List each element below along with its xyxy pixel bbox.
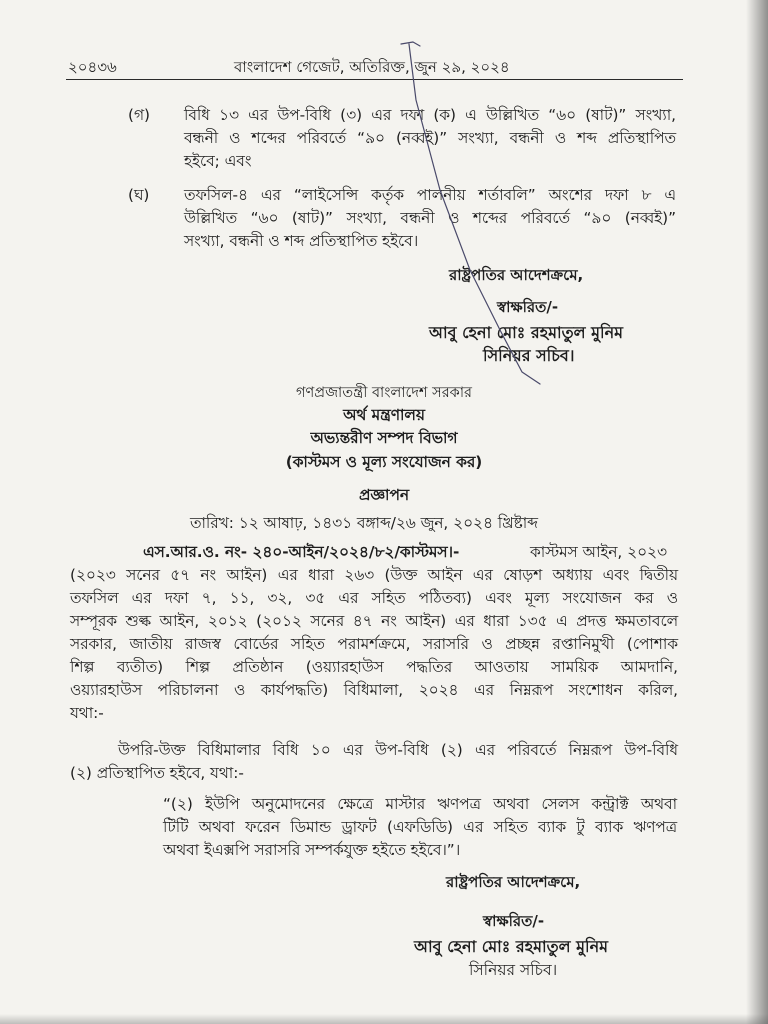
division-name: অভ্যন্তরীণ সম্পদ বিভাগ (310, 429, 458, 447)
quote-line-1: “(২) ইউপি অনুমোদনের ক্ষেত্রে মাস্টার ঋণপত্র অথবা সেলস কন্ট্রাক্ট অথবা (163, 795, 677, 813)
sro-line-7: ওয়্যারহাউস পরিচালনা ও কার্যপদ্ধতি) বিধিমালা, ২০২৪ এর নিম্নরূপ সংশোধন করিল, (70, 681, 678, 699)
scan-bottom-shadow (0, 1014, 768, 1024)
signature1-name: আবু হেনা মোঃ রহমাতুল মুনিম (429, 323, 624, 342)
sro-line-1-rest: কাস্টমস আইন, ২০২৩ (530, 543, 667, 561)
page-number: ২০৪৩৬ (68, 58, 117, 76)
signature2-signed: স্বাক্ষরিত/- (483, 912, 545, 930)
quote-line-3: অথবা ইএক্সপি সরাসরি সম্পর্কযুক্ত হইতে হইবে।”। (163, 841, 461, 859)
sro-line-4: সম্পূরক শুল্ক আইন, ২০১২ (২০১২ সনের ৪৭ নং আইন) এর ধারা ১৩৫ এ প্রদত্ত ক্ষমতাবলে (70, 612, 678, 630)
government-name: গণপ্রজাতন্ত্রী বাংলাদেশ সরকার (295, 385, 472, 401)
gazette-title: বাংলাদেশ গেজেট, অতিরিক্ত, জুন ২৯, ২০২৪ (234, 58, 510, 76)
item-ga-line-1: বিধি ১৩ এর উপ-বিধি (৩) এর দফা (ক) এ উল্লিখিত “৬০ (ষাট)” সংখ্যা, (184, 106, 676, 124)
ministry-name: অর্থ মন্ত্রণালয় (343, 406, 425, 424)
item-ga-line-3: হইবে; এবং (184, 152, 252, 170)
sro-line-3: তফসিল এর দফা ৭, ১১, ৩২, ৩৫ এর সহিত পঠিতব্য) এবং মূল্য সংযোজন কর ও (70, 589, 678, 607)
item-ga-line-2: বন্ধনী ও শব্দের পরিবর্তে “৯০ (নব্বই)” সংখ্যা, বন্ধনী ও শব্দ প্রতিস্থাপিত (184, 129, 676, 147)
header-divider (66, 79, 683, 80)
item-gha-line-1: তফসিল-৪ এর “লাইসেন্সি কর্তৃক পালনীয় শর্তাবলি” অংশের দফা ৮ এ (184, 186, 676, 204)
quote-line-2: টিটি অথবা ফরেন ডিমান্ড ড্রাফট (এফডিডি) এর সহিত ব্যাক টু ব্যাক ঋণপত্র (163, 818, 677, 836)
item-marker-gha: (ঘ) (128, 186, 150, 204)
sro-line-2: (২০২৩ সনের ৫৭ নং আইন) এর ধারা ২৬৩ (উক্ত আইন এর ষোড়শ অধ্যায় এবং দ্বিতীয় (70, 566, 678, 584)
signature1-signed: স্বাক্ষরিত/- (497, 298, 559, 316)
sro-line-8: যথা:- (70, 704, 104, 722)
signature1-order: রাষ্ট্রপতির আদেশক্রমে, (449, 266, 584, 284)
item-gha-line-2: উল্লিখিত “৬০ (ষাট)” সংখ্যা, বন্ধনী ও শব্দের পরিবর্তে “৯০ (নব্বই)” (184, 209, 676, 227)
wing-name: (কাস্টমস ও মূল্য সংযোজন কর) (285, 453, 483, 471)
sro-line-6: শিল্প ব্যতীত) শিল্প প্রতিষ্ঠান (ওয়্যারহাউস পদ্ধতির আওতায় সাময়িক আমদানি, (70, 658, 678, 676)
signature2-name: আবু হেনা মোঃ রহমাতুল মুনিম (414, 937, 609, 956)
item-marker-ga: (গ) (128, 106, 150, 124)
signature2-order: রাষ্ট্রপতির আদেশক্রমে, (446, 873, 581, 891)
notice-date: তারিখ: ১২ আষাঢ়, ১৪৩১ বঙ্গাব্দ/২৬ জুন, ২০২৪ খ্রিষ্টাব্দ (190, 514, 538, 532)
sro-reference: এস.আর.ও. নং- ২৪০-আইন/২০২৪/৮২/কাস্টমস।- (143, 543, 460, 561)
sro-line-5: সরকার, জাতীয় রাজস্ব বোর্ডের সহিত পরামর্শক্রমে, সরাসরি ও প্রচ্ছন্ন রপ্তানিমুখী (পোশাক (70, 635, 678, 653)
scan-edge-shadow (746, 0, 768, 1024)
signature1-designation: সিনিয়র সচিব। (483, 346, 575, 365)
notice-title: প্রজ্ঞাপন (358, 486, 409, 504)
amendment-line-2: (২) প্রতিস্থাপিত হইবে, যথা:- (70, 764, 244, 782)
signature2-designation: সিনিয়র সচিব। (469, 961, 558, 979)
item-gha-line-3: সংখ্যা, বন্ধনী ও শব্দ প্রতিস্থাপিত হইবে। (184, 232, 419, 250)
amendment-line-1: উপরি-উক্ত বিধিমালার বিধি ১০ এর উপ-বিধি (২) এর পরিবর্তে নিম্নরূপ উপ-বিধি (118, 741, 678, 759)
